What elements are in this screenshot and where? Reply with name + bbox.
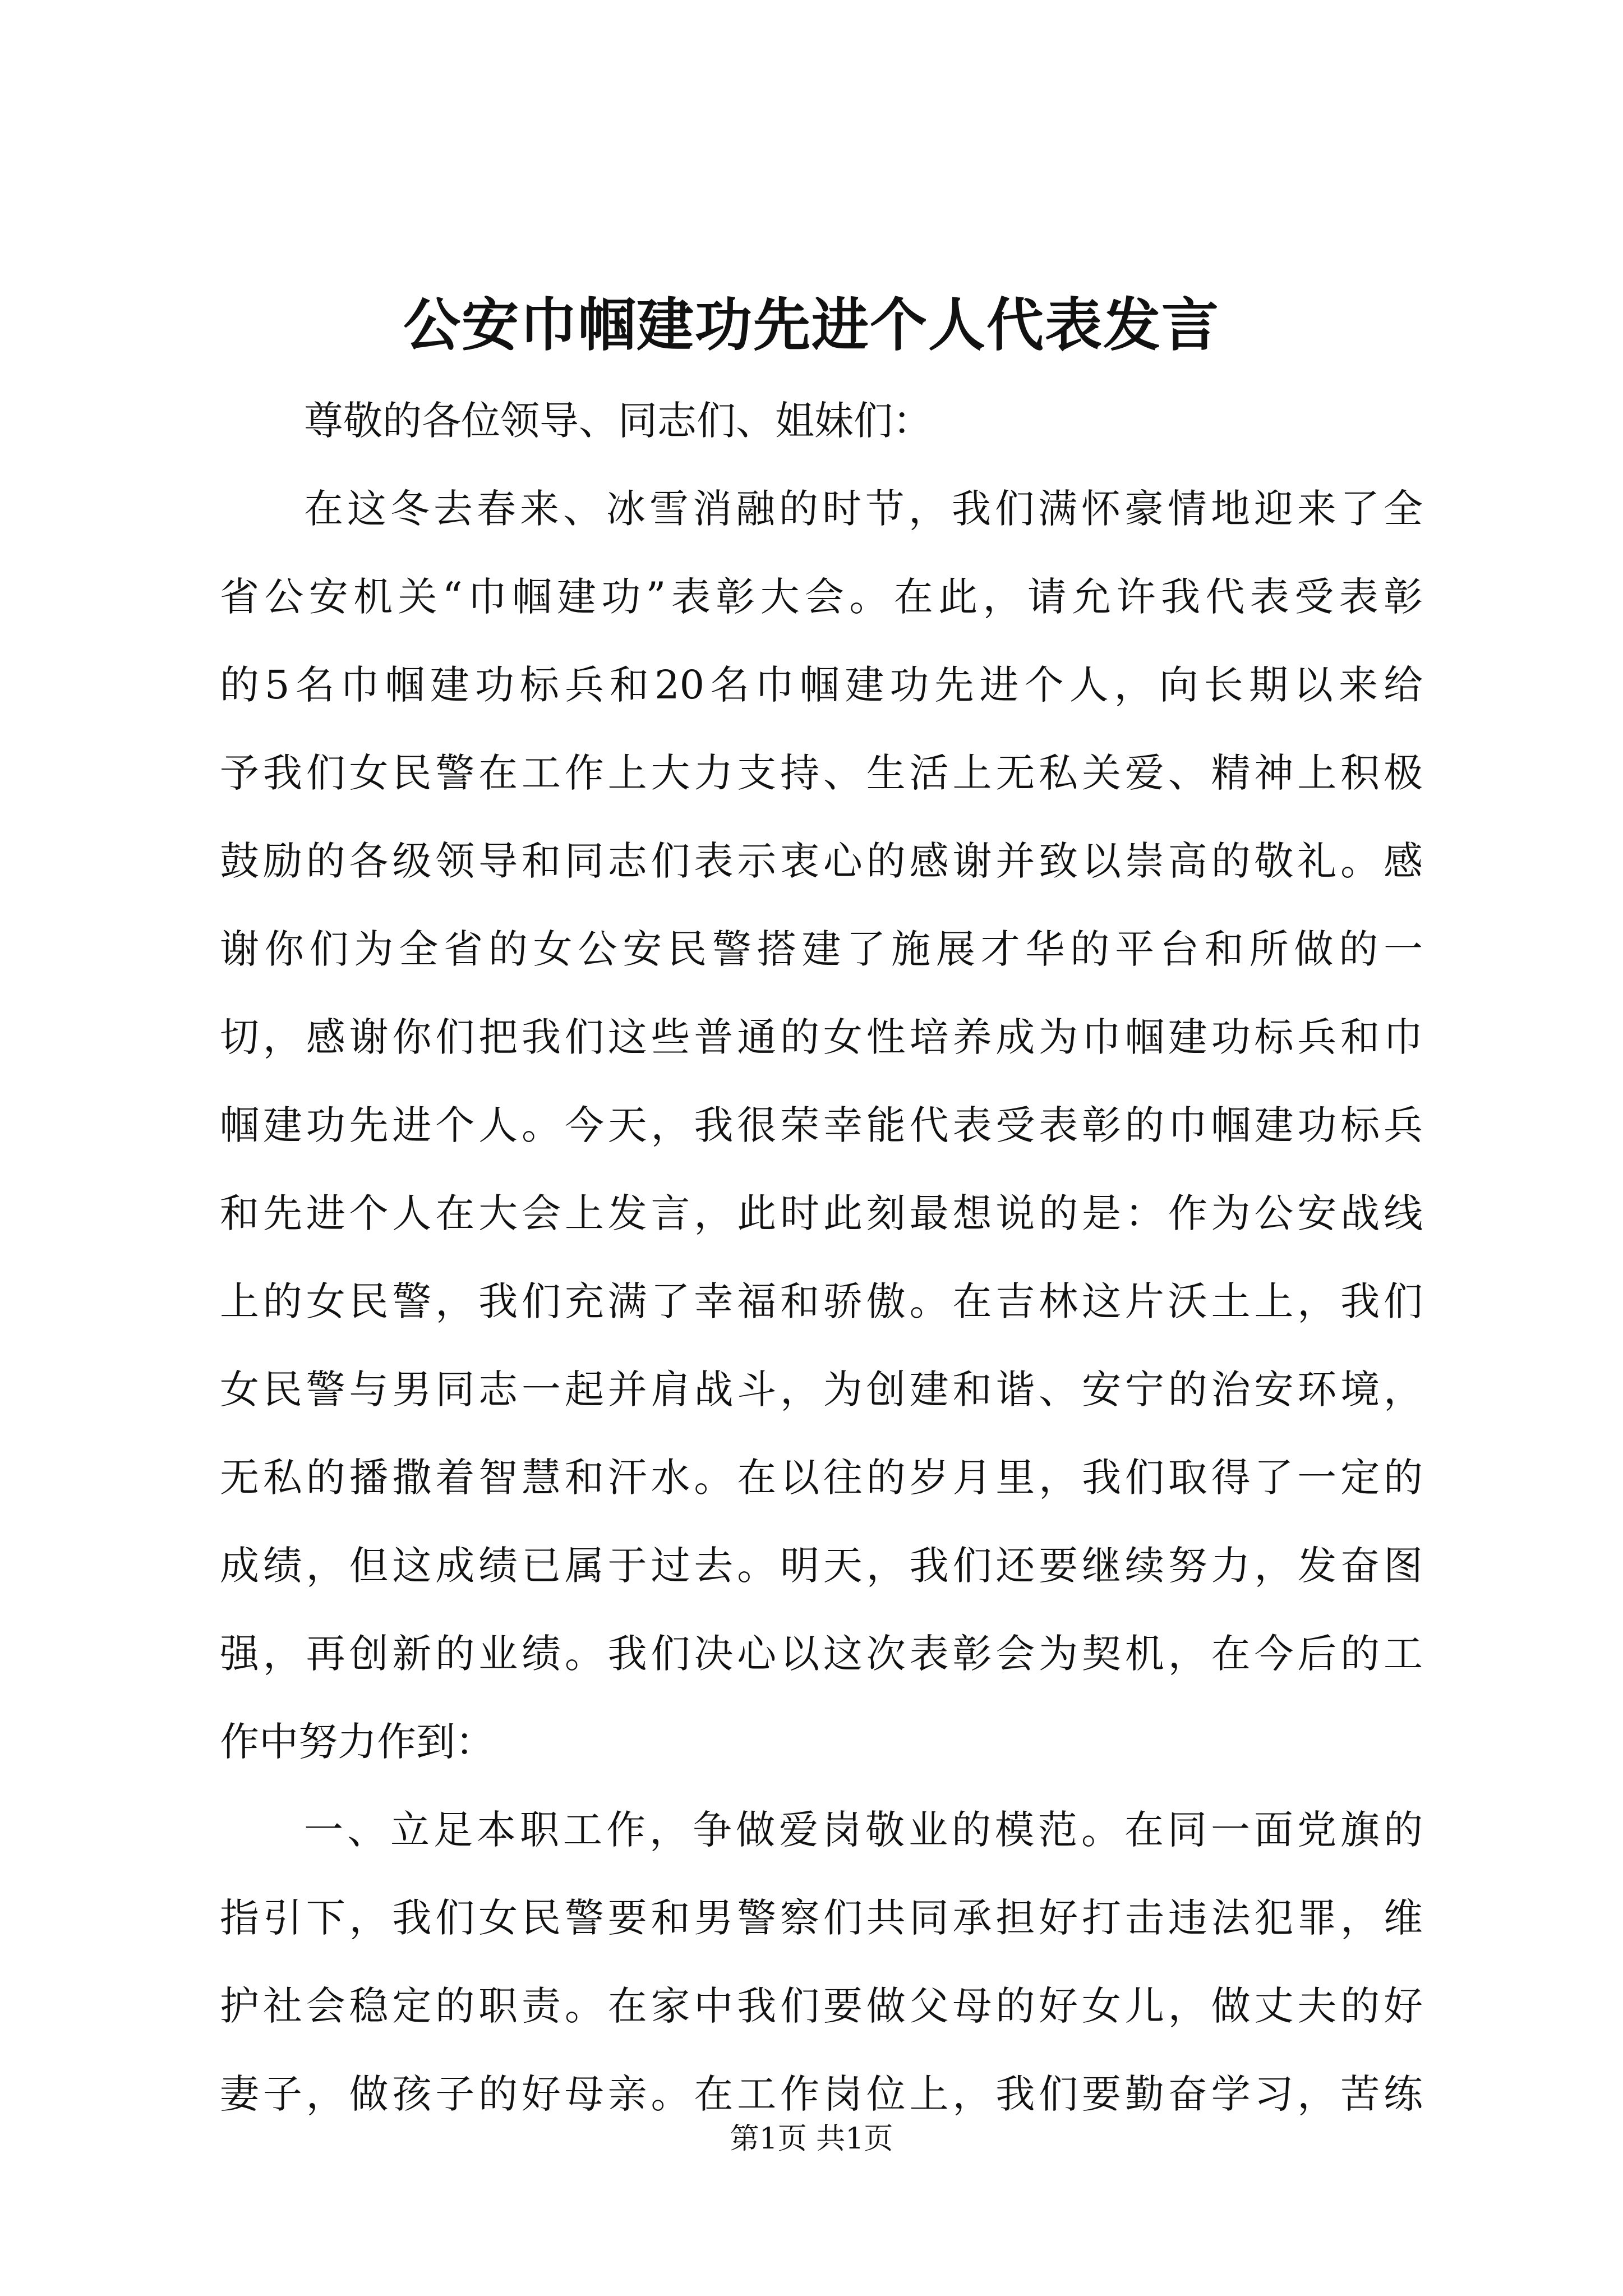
body-text-line: 作中努力作到： (220, 1719, 495, 1765)
body-text-line: 上的女民警，我们充满了幸福和骄傲。在吉林这片沃土上，我们 (220, 1278, 1423, 1324)
body-text-line: 在这冬去春来、冰雪消融的时节，我们满怀豪情地迎来了全 (304, 486, 1423, 532)
body-text-line: 鼓励的各级领导和同志们表示衷心的感谢并致以崇高的敬礼。感 (220, 838, 1423, 884)
body-text-line: 成绩，但这成绩已属于过去。明天，我们还要继续努力，发奋图 (220, 1543, 1423, 1589)
body-text-line: 尊敬的各位领导、同志们、姐妹们： (304, 398, 932, 444)
body-text-line: 帼建功先进个人。今天，我很荣幸能代表受表彰的巾帼建功标兵 (220, 1102, 1423, 1148)
body-text-line: 强，再创新的业绩。我们决心以这次表彰会为契机，在今后的工 (220, 1631, 1423, 1677)
body-text-line: 妻子，做孩子的好母亲。在工作岗位上，我们要勤奋学习，苦练 (220, 2071, 1423, 2117)
body-text-line: 女民警与男同志一起并肩战斗，为创建和谐、安宁的治安环境， (220, 1366, 1423, 1412)
body-text-line: 护社会稳定的职责。在家中我们要做父母的好女儿，做丈夫的好 (220, 1983, 1423, 2029)
page-footer: 第1页 共1页 (730, 2122, 893, 2156)
body-text-line: 谢你们为全省的女公安民警搭建了施展才华的平台和所做的一 (220, 926, 1423, 972)
body-text-line: 的5名巾帼建功标兵和20名巾帼建功先进个人，向长期以来给 (220, 662, 1423, 708)
body-text-line: 省公安机关“巾帼建功”表彰大会。在此，请允许我代表受表彰 (220, 574, 1423, 620)
body-text-line: 无私的播撒着智慧和汗水。在以往的岁月里，我们取得了一定的 (220, 1455, 1423, 1501)
body-text-line: 和先进个人在大会上发言，此时此刻最想说的是：作为公安战线 (220, 1190, 1423, 1236)
body-text-line: 切，感谢你们把我们这些普通的女性培养成为巾帼建功标兵和巾 (220, 1014, 1423, 1060)
document-body (220, 377, 1423, 2138)
body-text-line: 指引下，我们女民警要和男警察们共同承担好打击违法犯罪，维 (220, 1895, 1423, 1941)
body-text-line: 一、立足本职工作，争做爱岗敬业的模范。在同一面党旗的 (304, 1807, 1423, 1853)
document-title: 公安巾帼建功先进个人代表发言 (403, 292, 1220, 359)
body-text-line: 予我们女民警在工作上大力支持、生活上无私关爱、精神上积极 (220, 750, 1423, 796)
